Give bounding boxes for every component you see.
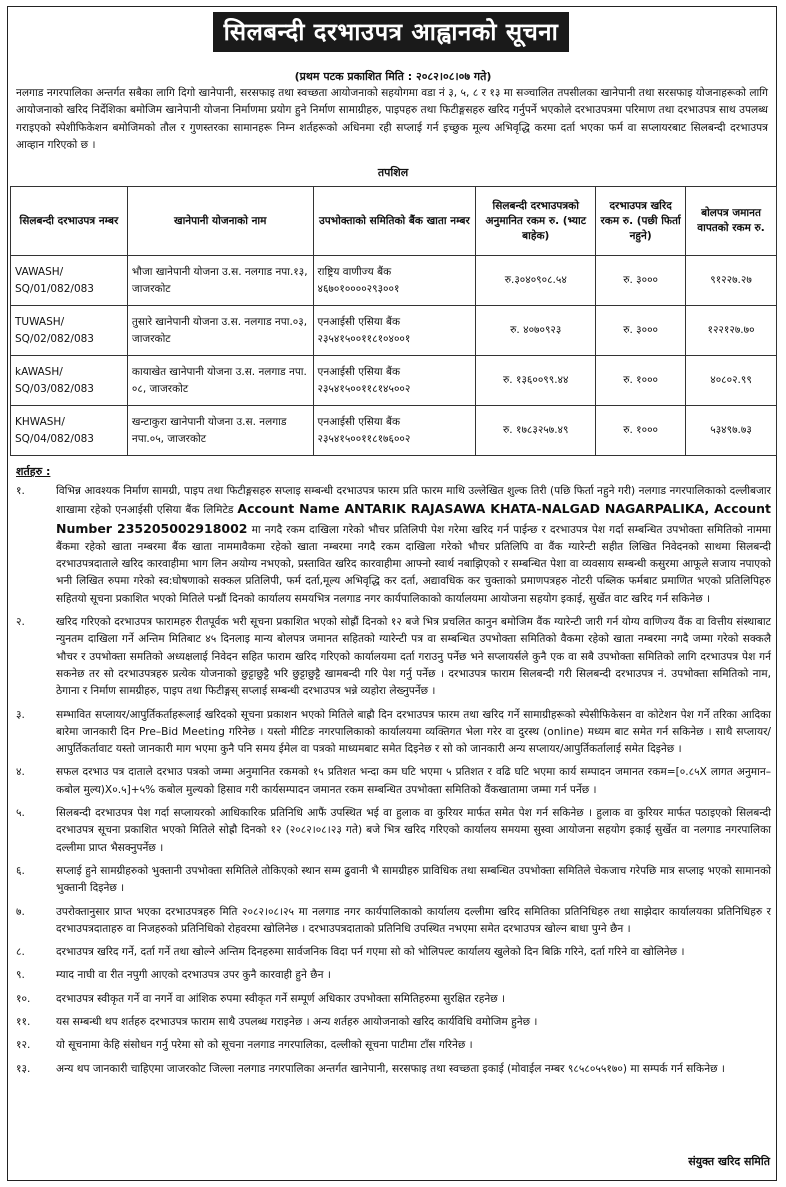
term-number: ११.: [16, 1016, 31, 1029]
term-number: ३.: [16, 708, 25, 721]
table-row: [11, 356, 777, 406]
term-number: ९.: [16, 969, 25, 982]
cell-purchase-fee: रु. ३०००: [596, 256, 686, 306]
term-item: [14, 904, 771, 939]
term-text-part: विभिन्न आवश्यक निर्माण सामग्री, पाइप तथा फिटीङ्गसहरु सप्लाइ सम्बन्धी दरभाउपत्र फारम प्रति फारम माथि उल्लेखित शुल्क तिरी (पछि फिर्ता नहुने गरी) नलगाड नगरपालिकाको दल्लीबजार शाखामा रहेको एनआईसी एसिया बैंक लिमिटेड: [56, 485, 771, 517]
term-item: [14, 944, 771, 961]
term-number: १.: [16, 485, 25, 497]
terms-list: [14, 483, 771, 1084]
col-header-estimated-amount: सिलबन्दी दरभाउपत्रको अनुमानित रकम रु. (भ्याट बाहेक): [476, 187, 596, 256]
term-text: खरिद गरिएको दरभाउपत्र फारामहरु रीतपूर्वक भरी सूचना प्रकाशित भएको सोह्रौं दिनको १२ बजे भित्र प्रचलित कानुन बमोजिम वैंक ग्यारेन्टी जारी गर्न योग्य वाणिज्य वैंक वा वित्तीय संस्थाबाट न्युनतम दाखिला गर्ने अन्तिम मितिबाट ४५ दिनलाइ मान्य बोलपत्र जमानत सहितको ग्यारेन्टी पत्र वा सम्बन्धित उपभोक्ता समितिको वैकमा रहेको खाता नम्बरमा नगदै जम्मा गरेको सक्कलै भौचर र उपभोक्ता समतिको अध्यक्षलाई निवेदन सहित फाराम खरिद गरिएको कार्यालयमा दर्ता गराउनु पर्नेछ भने सप्लायर्सले कुनै एक वा सबै उपभोक्ता समितिको लागि दरभाउपत्र पेश गर्न सकनेछ तर सो दरभाउपत्रहरु प्रत्येक योजनाको छुट्टाछुट्टै भरि छुट्टाछुट्टै खामबन्दी गरि पेश गर्नु पर्नेछ । दरभाउपत्र फाराम सिलबन्दी गरी सिलबन्दी दरभाउपत्र नं. उपभोक्ता समितिको नाम, ठेगाना र निर्माण सामग्रीहरु, पाइप तथा फिटीङ्गस् सप्लाई सम्बन्धी दरभाउपत्र भन्ने व्यहोरा लेख्नुपर्नेछ ।: [56, 616, 771, 698]
term-text-part: मा नगदै रकम दाखिला गरेको भौचर प्रतिलिपी पेश गरेमा खरिद गर्न पाईन्छ र दरभाउपत्र पेश गर्दा सम्बन्धित उपभोक्ता समितिको नाममा बैंकमा रहेको खाता नम्बरमा बैंक खाता नाममावैकमा रहेको खाता नम्बरमा नगदै रकम दाखिला गरेको भौचर प्रतिलिपि वा वैंक ग्यारेन्टी सहीत लिखित निवेदनको साथमा सिलबन्दी दरभाउपत्रदाताले खरिद कारवाहीमा भाग लिन अयोग्य नभएको, प्रस्तावित खरिद कारवाहीमा आफ्नो स्वार्थ नबाझिएको र सम्बन्धित पेशा वा व्यवसाय सम्बन्धी कसुरमा आफूले सजाय नपाएको भनी लिखित रुपमा गरेको स्व:घोषणाको सक्कल प्रतिलिपी, फर्म दर्ता,मूल्य अभिवृद्धि कर दर्ता, अद्यावधिक कर चुक्ताको प्रमाणपत्रहरु नोटरी पब्लिक फर्मबाट प्रमाणित भएको प्रतिलिपिहरु सहितयो सूचना प्रकाशित भएको मितिले पन्ध्रौं दिनको कार्यालय समयभित्र नलगाड नगर कार्यपालिकाको कार्यालयमा आयोजना सहयोग इकाई, सुर्खेत वाट खरिद गर्न सकिनेछ ।: [56, 523, 772, 605]
term-number: १२.: [16, 1039, 31, 1052]
cell-bid-security: ९१२२७.२७: [686, 256, 777, 306]
cell-purchase-fee: रु. १०००: [596, 356, 686, 406]
term-item: [14, 1014, 771, 1031]
cell-estimated-amount: रु.३०४०९०८.५४: [476, 256, 596, 306]
term-text: अन्य थप जानकारी चाहिएमा जाजरकोट जिल्ला नलगाड नगरपालिका अन्तर्गत खानेपानी, सरसफाइ तथा स्वच्छता इकाई (मोवाईल नम्बर ९८५८०५५१७०) मा सम्पर्क गर्न सकिनेछ ।: [56, 1062, 725, 1075]
term-item: [14, 1061, 771, 1078]
term-number: ५.: [16, 807, 25, 820]
term-number: ८.: [16, 946, 25, 959]
term-text: [56, 483, 771, 608]
signature: संयुक्त खरिद समिति: [688, 1155, 770, 1168]
cell-bank-account: एनआईसी एसिया बैंक २३५४१५००११८१४५००२: [313, 356, 476, 406]
term-text: यस सम्बन्धी थप शर्तहरु दरभाउपत्र फाराम साथै उपलब्ध गराइनेछ । अन्य शर्तहरु आयोजनाको खरिद कार्यविधि वमोजिम हुनेछ ।: [56, 1016, 538, 1029]
col-header-purchase-fee: दरभाउपत्र खरिद रकम रु. (पछी फिर्ता नहुने): [596, 187, 686, 256]
cell-bank-account: राष्ट्रिय वाणीज्य बैंक ४६७०१००००२९३००१: [313, 256, 476, 306]
cell-scheme-name: खन्टाकुरा खानेपानी योजना उ.स. नलगाड नपा.०५, जाजरकोट: [127, 406, 313, 456]
cell-scheme-name: तुसारे खानेपानी योजना उ.स. नलगाड नपा.०३, जाजरकोट: [127, 306, 313, 356]
term-number: २.: [16, 616, 25, 629]
details-heading: तपशिल: [377, 166, 409, 179]
term-text: उपरोक्तानुसार प्राप्त भएका दरभाउपत्रहरु मिति २०८२।०८।२५ मा नलगाड नगर कार्यपालिकाको कार्यालय दल्लीमा खरिद समितिका प्रतिनिधिहरु तथा साझेदार कार्यालयका प्रतिनिधिहरु र दरभाउपत्रदाताहरु वा निजहरुको प्रतिनिधिको रोहवरमा खोलिनेछ । दरभाउपत्रदाताको प्रतिनिधि उपस्थित नभएमा समेत दरभाउपत्र खोल्न बाधा पुग्ने छैन ।: [56, 905, 771, 935]
table-header-row: [11, 187, 777, 256]
cell-estimated-amount: रु. १३६००९९.४४: [476, 356, 596, 406]
term-text: सफल दरभाउ पत्र दाताले दरभाउ पत्रको जम्मा अनुमानित रकमको १५ प्रतिशत भन्दा कम घटि भएमा ५ प्रतिशत र वढि घटि भएमा कार्य सम्पादन जमानत रकम=[०.८५X लागत अनुमान–कबोल मुल्य)X०.५]+५% कबोल मुल्यको हिसाव गरी कार्यसम्पादन जमानत रकम सम्बन्धित उपभोक्ता समितिको वैंकखातामा जम्मा गर्न पर्नेछ ।: [56, 766, 771, 796]
account-details: Account Name ANTARIK RAJASAWA KHATA-NALGAD NAGARPALIKA, Account Number 23520500291800​2: [56, 501, 771, 536]
col-header-tender-no: सिलबन्दी दरभाउपत्र नम्बर: [11, 187, 128, 256]
cell-purchase-fee: रु. १०००: [596, 406, 686, 456]
term-item: [14, 483, 771, 608]
term-number: १०.: [16, 992, 31, 1005]
cell-estimated-amount: रु. १७८३२५७.४९: [476, 406, 596, 456]
cell-purchase-fee: रु. ३०००: [596, 306, 686, 356]
intro-paragraph: नलगाड नगरपालिका अन्तर्गत सबैका लागि दिगो खानेपानी, सरसफाइ तथा स्वच्छता आयोजनाको सहयोगमा वडा नं ३, ५, ८ र १३ मा सञ्चालित तपसीलका खानेपानी तथा सरसफाइ योजनाहरूको लागि आयोजनाको खरिद निर्देशिका बमोजिम खानेपानी योजना निर्माणमा प्रयोग हुने निर्माण सामाग्रीहरु, पाइपहरु तथा फिटीङ्गसहरु खरिद गर्नुपर्ने भएकोले दरभाउपत्रमा परिमाण तथा दरभाउपत्र साथ उपलब्ध गराइएको स्पेशीफिकेशन बमोजिमको तौल र गुणस्तरका सामानहरू निम्न शर्तहरूको अधिनमा रही सप्लाई गर्न इच्छुक मूल्य अभिवृद्धि करमा दर्ता भएका फर्म वा सप्लायरबाट सिलबन्दी दरभाउपत्र आव्हान गरिएको छ ।: [16, 87, 768, 151]
cell-bid-security: ५३४९७.७३: [686, 406, 777, 456]
table-row: [11, 406, 777, 456]
term-item: [14, 967, 771, 984]
term-text: दरभाउपत्र खरिद गर्ने, दर्ता गर्ने तथा खोल्ने अन्तिम दिनहरुमा सार्वजनिक विदा पर्न गएमा सो को भोलिपल्ट कार्यालय खुलेको दिन बिक्रि गरिने, दर्ता गरिने वा खोलिनेछ ।: [56, 946, 685, 959]
cell-tender-no: TUWASH/ SQ/02/082/083: [11, 306, 128, 356]
term-item: [14, 1037, 771, 1054]
publication-date: (प्रथम पटक प्रकाशित मिति : २०८२।०८।०७ गते): [294, 70, 492, 83]
term-item: [14, 614, 771, 700]
col-header-bid-security: बोलपत्र जमानत वापतको रकम रु.: [686, 187, 777, 256]
term-item: [14, 863, 771, 898]
col-header-bank-account: उपभोक्ताको समितिको बैंक खाता नम्बर: [313, 187, 476, 256]
terms-heading: शर्तहरु :: [16, 465, 51, 478]
term-text: दरभाउपत्र स्वीकृत गर्ने वा नगर्ने वा आंशिक रुपमा स्वीकृत गर्ने सम्पूर्ण अधिकार उपभोक्ता समितिहरुमा सुरक्षित रहनेछ ।: [56, 992, 506, 1005]
cell-bid-security: ४०८०२.९९: [686, 356, 777, 406]
term-item: [14, 805, 771, 857]
term-number: १३.: [16, 1062, 31, 1075]
term-number: ७.: [16, 905, 25, 918]
term-text: म्याद नाघी वा रीत नपुगी आएको दरभाउपत्र उपर कुनै कारवाही हुने छैन ।: [56, 969, 331, 982]
term-item: [14, 764, 771, 799]
table-row: [11, 306, 777, 356]
notice-title: सिलबन्दी दरभाउपत्र आह्वानको सूचना: [213, 12, 569, 52]
term-text: सिलबन्दी दरभाउपत्र पेश गर्दा सप्लायरको आधिकारिक प्रतिनिधि आफैं उपस्थित भई वा हुलाक वा कुरियर मार्फत समेत पेश गर्न सकिनेछ । हुलाक वा कुरियर मार्फत पठाइएको सिलबन्दी दरभाउपत्र सूचना प्रकाशित भएको मितिले सोह्रौ दिनको १२ (२०८२।०८।२३ गते) बजे भित्र खरिद गरिएको कार्यालय समयमा सुस्वा आयोजना सहयोग इकाई सुर्खेत वा नलगाड नगरपालिका दल्लीमा प्राप्त भैसक्नुपर्नेछ ।: [56, 807, 771, 854]
table-row: [11, 256, 777, 306]
cell-tender-no: VAWASH/ SQ/01/082/083: [11, 256, 128, 306]
term-text: सम्भावित सप्लायर/आपुर्तिकर्ताहरूलाई खरिदको सूचना प्रकाशन भएको मितिले बाह्रौ दिन दरभाउपत्र फारम तथा खरिद गर्ने सामाग्रीहरूको स्पेसीफिकेसन वा कोटेशन पेश गर्ने तरिका आदिका बारेमा जानकारी दिन Pre–Bid Meeting गरिनेछ । यस्तो मीटिङ नगरपालिकाको कार्यालयमा व्यक्तिगत भेला गरेर वा दुरस्थ (online) मध्यम बाट समेत गर्न सकिनेछ । साथै सप्लायर/आपुर्तिकर्तावाट यस्तो जानकारी माग भएमा कुनै पनि समय ईमेल वा पत्रको माध्यमबाट समेत दिइनेछ र सो को जानकारी अन्य सप्लायर/आपुर्तिकर्तालाई समेत दिइनेछ ।: [56, 708, 771, 756]
term-number: ६.: [16, 864, 25, 877]
term-number: ४.: [16, 766, 25, 779]
cell-scheme-name: भौजा खानेपानी योजना उ.स. नलगाड नपा.१३, जाजरकोट: [127, 256, 313, 306]
cell-scheme-name: कायाखेत खानेपानी योजना उ.स. नलगाड नपा. ०८, जाजरकोट: [127, 356, 313, 406]
term-item: [14, 707, 771, 759]
cell-bid-security: १२२१२७.७०: [686, 306, 777, 356]
cell-tender-no: KHWASH/ SQ/04/082/083: [11, 406, 128, 456]
cell-bank-account: एनआईसी एसिया बैंक २३५४१५००११८१७६००२: [313, 406, 476, 456]
cell-bank-account: एनआईसी एसिया बैंक २३५४१५००११८१०४००१: [313, 306, 476, 356]
cell-estimated-amount: रु. ४०७०९२३: [476, 306, 596, 356]
col-header-scheme-name: खानेपानी योजनाको नाम: [127, 187, 313, 256]
term-item: [14, 991, 771, 1008]
term-text: सप्लाई हुने सामग्रीहरुको भुक्तानी उपभोक्ता समितिले तोकिएको स्थान सम्म ढुवानी भै सामग्रीहरु प्राविधिक तथा सम्बन्धित उपभोक्ता समितिले चेकजाच गरेपछि मात्र सप्लाइ भएको सामानको भुक्तानी दिइनेछ ।: [56, 864, 771, 895]
tender-table: [10, 186, 777, 456]
cell-tender-no: kAWASH/ SQ/03/082/083: [11, 356, 128, 406]
term-text: यो सूचनामा केहि संसोधन गर्नु परेमा सो को सूचना नलगाड नगरपालिका, दल्लीको सूचना पाटीमा टाँस गरिनेछ ।: [56, 1039, 473, 1052]
